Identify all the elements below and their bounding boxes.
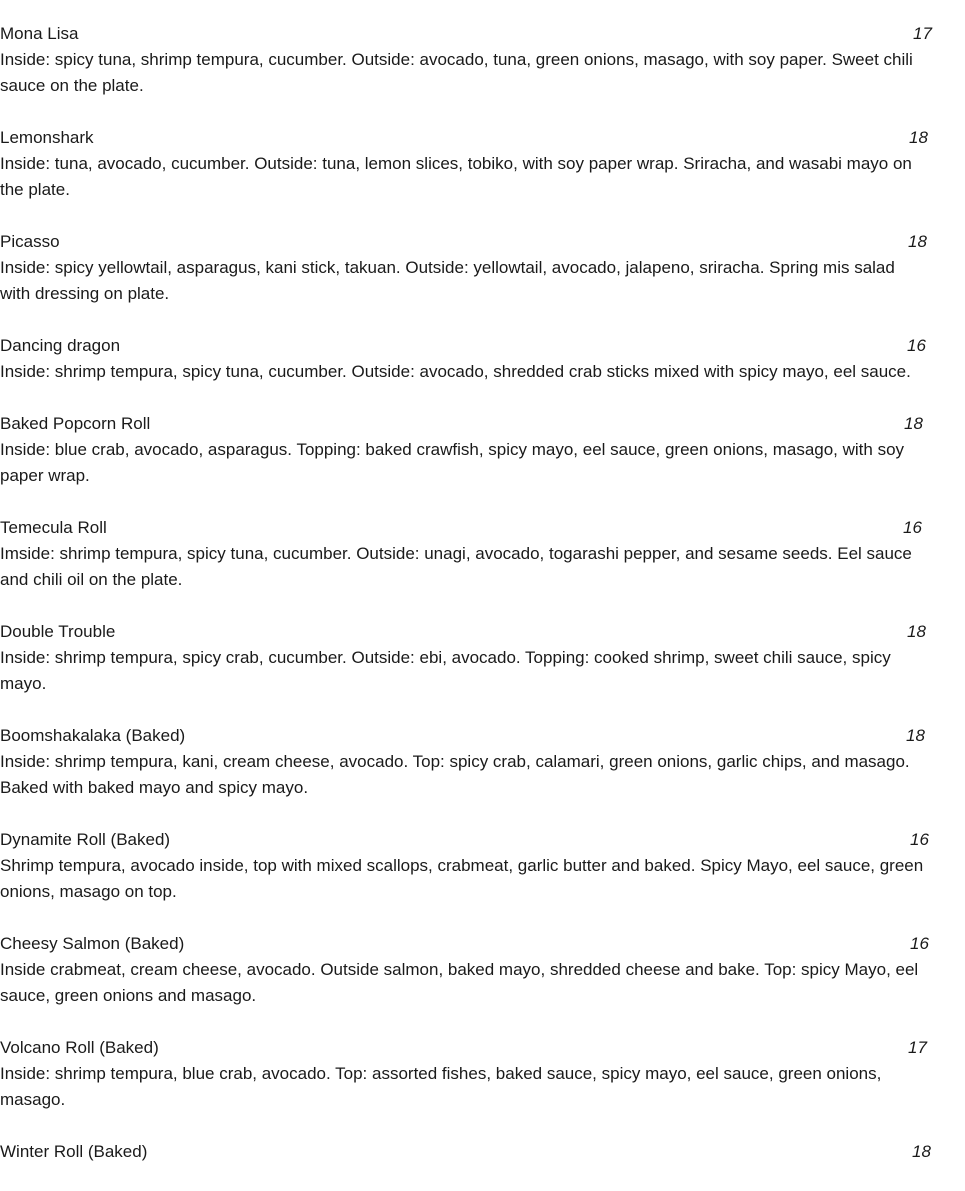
menu-item [0,229,965,307]
menu-item [0,931,965,1009]
cut-off-description [0,0,965,3]
menu-item-description [0,1061,965,1113]
menu-item-description-line: Inside: spicy tuna, shrimp tempura, cucumber. Outside: avocado, tuna, green onions, masago, with soy paper. Sweet chili [0,50,913,69]
menu-item-description-line: sauce, green onions and masago. [0,986,257,1005]
menu-item-price: 16 [907,336,926,355]
menu-item-description [0,151,965,203]
menu-item-name: Boomshakalaka (Baked) [0,726,186,745]
menu-item [0,723,965,801]
menu-item [0,827,965,905]
menu-item-header [0,125,965,151]
menu-item-description [0,47,965,99]
menu-item-price: 18 [907,622,926,641]
menu-item-price: 18 [912,1142,931,1161]
menu-item-price: 17 [908,1038,927,1057]
menu-item-header [0,723,965,749]
menu-item-name: Winter Roll (Baked) [0,1142,148,1161]
menu-item-description-line: Inside: shrimp tempura, spicy crab, cucumber. Outside: ebi, avocado. Topping: cooked shrimp, sweet chili sauce, spicy [0,648,891,667]
menu-item-description-line: Inside: shrimp tempura, blue crab, avocado. Top: assorted fishes, baked sauce, spicy mayo, eel sauce, green onions, [0,1064,882,1083]
menu-item-description-line: mayo. [0,674,47,693]
menu-item-name: Lemonshark [0,128,94,147]
menu-item-name: Baked Popcorn Roll [0,414,151,433]
menu-item-header [0,827,965,853]
menu-item-description-line: with dressing on plate. [0,284,170,303]
menu-item-description-line: masago. [0,1090,66,1109]
menu-item-description-line: and chili oil on the plate. [0,570,183,589]
menu-item-header [0,931,965,957]
menu-item-price: 18 [904,414,923,433]
menu-item-description-line: the plate. [0,180,70,199]
menu-item-description-line: Baked with baked mayo and spicy mayo. [0,778,309,797]
menu-item-price: 16 [903,518,922,537]
menu-item-price: 18 [908,232,927,251]
menu-item-description [0,645,965,697]
menu-item-description-line: Inside: spicy yellowtail, asparagus, kani stick, takuan. Outside: yellowtail, avocado, jalapeno, sriracha. Spring mis salad [0,258,895,277]
menu-item-description-line: Inside: shrimp tempura, spicy tuna, cucumber. Outside: avocado, shredded crab sticks mixed with spicy mayo, eel sauce. [0,362,911,381]
menu-item-description [0,255,965,307]
menu-item-description-line: paper wrap. [0,466,90,485]
menu-item-name: Volcano Roll (Baked) [0,1038,159,1057]
menu-item-description [0,359,965,385]
menu-item-description-line: onions, masago on top. [0,882,177,901]
menu-item-name: Picasso [0,232,60,251]
menu-item [0,619,965,697]
menu-item-description [0,541,965,593]
menu-item [0,125,965,203]
menu-item-name: Temecula Roll [0,518,107,537]
menu-item-name: Double Trouble [0,622,116,641]
menu-item-header [0,21,965,47]
menu-item-name: Cheesy Salmon (Baked) [0,934,185,953]
menu-item [0,515,965,593]
menu-item-price: 16 [910,934,929,953]
menu-item-description-line: Inside crabmeat, cream cheese, avocado. Outside salmon, baked mayo, shredded cheese and bake. Top: spicy Mayo, eel [0,960,919,979]
menu-item-price: 17 [913,24,932,43]
menu-item-description [0,749,965,801]
menu-item-description [0,437,965,489]
menu-item-name: Dancing dragon [0,336,121,355]
menu-item-description-line: Shrimp tempura, avocado inside, top with mixed scallops, crabmeat, garlic butter and baked. Spicy Mayo, eel sauce, green [0,856,924,875]
menu-item-name: Mona Lisa [0,24,79,43]
menu-item-header [0,1035,965,1061]
menu-items [0,21,965,1165]
menu-item-header [0,229,965,255]
menu-item-name: Dynamite Roll (Baked) [0,830,171,849]
menu-item-header [0,411,965,437]
menu-item-description-line: sauce on the plate. [0,76,144,95]
menu-item [0,333,965,385]
menu-item-header [0,333,965,359]
menu-item [0,411,965,489]
menu-item-header [0,1139,965,1165]
menu-item-price: 16 [910,830,929,849]
menu-item [0,1035,965,1113]
menu-item-description-line: Inside: shrimp tempura, kani, cream cheese, avocado. Top: spicy crab, calamari, green onions, garlic chips, and masago. [0,752,910,771]
menu-item [0,21,965,99]
menu-item-header [0,515,965,541]
menu-item-description-line: Inside: blue crab, avocado, asparagus. Topping: baked crawfish, spicy mayo, eel sauce, green onions, masago, with soy [0,440,905,459]
menu-item-price: 18 [906,726,925,745]
menu-item-price: 18 [909,128,928,147]
menu-item-description-line: Inside: tuna, avocado, cucumber. Outside: tuna, lemon slices, tobiko, with soy paper wrap. Sriracha, and wasabi mayo on [0,154,912,173]
menu-item-description-line: Imside: shrimp tempura, spicy tuna, cucumber. Outside: unagi, avocado, togarashi pepper, and sesame seeds. Eel sauce [0,544,912,563]
menu-item-description [0,853,965,905]
menu-item-description [0,957,965,1009]
menu-item [0,1139,965,1165]
menu-item-header [0,619,965,645]
